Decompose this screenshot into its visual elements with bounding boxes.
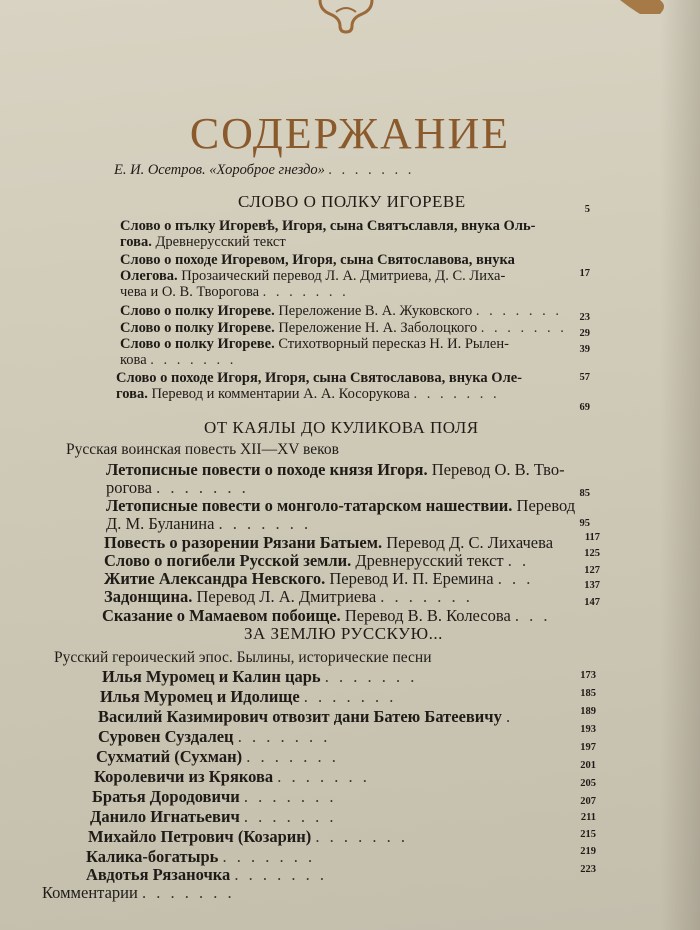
toc-entry: Братья Дородовичи . . . . . . . [92, 787, 337, 806]
toc-entry-cont: Д. М. Буланина . . . . . . . [106, 514, 312, 533]
page-number: 173 [580, 670, 596, 681]
page-number: 85 [579, 488, 590, 499]
page-number: 193 [580, 724, 596, 735]
page-number: 215 [580, 829, 596, 840]
toc-entry: Слово о погибели Русской земли. Древнерусский текст . . [104, 551, 530, 570]
page-number: 57 [579, 372, 590, 383]
page-number: 117 [584, 532, 600, 543]
page-number: 205 [580, 778, 596, 789]
top-ornament [0, 0, 700, 40]
toc-entry: Суровен Суздалец . . . . . . . [98, 727, 331, 746]
section-heading: ЗА ЗЕМЛЮ РУССКУЮ... [244, 624, 443, 643]
toc-entry: Илья Муромец и Калин царь . . . . . . . [102, 667, 418, 686]
section-subtitle: Русский героический эпос. Былины, исторические песни [54, 649, 432, 666]
toc-entry-cont: кова . . . . . . . [120, 352, 237, 368]
toc-entry: Илья Муромец и Идолище . . . . . . . [100, 687, 397, 706]
toc-entry-cont: чева и О. В. Творогова . . . . . . . [120, 284, 349, 300]
toc-entry: Королевичи из Крякова . . . . . . . [94, 767, 370, 786]
intro-text: Е. И. Осетров. «Хороброе гнездо» [114, 162, 325, 178]
page-number: 223 [580, 864, 596, 875]
section-subtitle: Русская воинская повесть XII—XV веков [66, 441, 339, 458]
section-heading: СЛОВО О ПОЛКУ ИГОРЕВЕ [238, 192, 466, 211]
page-number: 69 [579, 402, 590, 413]
toc-entry: Летописные повести о монголо-татарском нашествии. Перевод [106, 496, 576, 515]
page-number: 185 [580, 688, 596, 699]
page-number: 201 [580, 760, 596, 771]
page-number: 211 [580, 812, 596, 823]
toc-entry: Сказание о Мамаевом побоище. Перевод В. В. Колесова . . . [102, 606, 551, 625]
toc-entry: Сухматий (Сухман) . . . . . . . [96, 747, 339, 766]
page-number: 125 [584, 548, 600, 559]
toc-entry: Данило Игнатьевич . . . . . . . [90, 807, 337, 826]
section-heading: ОТ КАЯЛЫ ДО КУЛИКОВА ПОЛЯ [204, 418, 479, 437]
page-number: 137 [584, 580, 600, 591]
toc-entry: Слово о полку Игореве. Переложение Н. А. Заболоцкого . . . . . . . [120, 320, 567, 336]
page-number: 17 [579, 268, 590, 279]
toc-entry: Василий Казимирович отвозит дани Батею Батеевичу . [98, 707, 514, 726]
toc-entry: Летописные повести о походе князя Игоря. Перевод О. В. Тво- [106, 460, 565, 479]
toc-entry-cont: Олегова. Прозаический перевод Л. А. Дмитриева, Д. С. Лиха- [120, 268, 506, 284]
leader-dots: . . . . . . . [328, 162, 415, 178]
toc-entry-cont: гова. Перевод и комментарии А. А. Косорукова . . . . . . . [116, 386, 500, 402]
page-number: 39 [579, 344, 590, 355]
toc-entry-cont: гова. Древнерусский текст [120, 234, 286, 250]
toc-entry: Повесть о разорении Рязани Батыем. Перевод Д. С. Лихачева [104, 533, 554, 552]
page-number: 95 [579, 518, 590, 529]
toc-entry: Слово о походе Игоревом, Игоря, сына Святославова, внука [120, 252, 515, 268]
toc-entry: Слово о полку Игореве. Переложение В. А. Жуковского . . . . . . . [120, 303, 562, 319]
page-number: 189 [580, 706, 596, 717]
toc-entry: Михайло Петрович (Козарин) . . . . . . . [88, 827, 409, 846]
page-number: 207 [580, 796, 596, 807]
toc-entry: Слово о пълку Игоревѣ, Игоря, сына Святъславля, внука Оль- [120, 218, 536, 234]
toc-entry: Комментарии . . . . . . . [42, 883, 235, 902]
toc-entry: Житие Александра Невского. Перевод И. П. Еремина . . . [104, 569, 534, 588]
page-number: 197 [580, 742, 596, 753]
page-number: 23 [579, 312, 590, 323]
page-number: 127 [584, 565, 600, 576]
page-number: 219 [580, 846, 596, 857]
page-title: СОДЕРЖАНИЕ [189, 109, 511, 158]
toc-entry-cont: рогова . . . . . . . [106, 478, 249, 497]
toc-entry: Задонщина. Перевод Л. А. Дмитриева . . . . . . . [104, 587, 473, 606]
intro-line [114, 162, 415, 178]
page-number: 147 [584, 597, 600, 608]
page-number: 5 [584, 204, 590, 215]
page-number: 29 [579, 328, 590, 339]
toc-entry: Калика-богатырь . . . . . . . [86, 847, 316, 866]
toc-entry: Слово о полку Игореве. Стихотворный пересказ Н. И. Рылен- [120, 336, 509, 352]
page-shadow [660, 0, 700, 930]
toc-entry: Авдотья Рязаночка . . . . . . . [86, 865, 328, 884]
toc-entry: Слово о походе Игоря, Игоря, сына Святославова, внука Оле- [116, 370, 522, 386]
